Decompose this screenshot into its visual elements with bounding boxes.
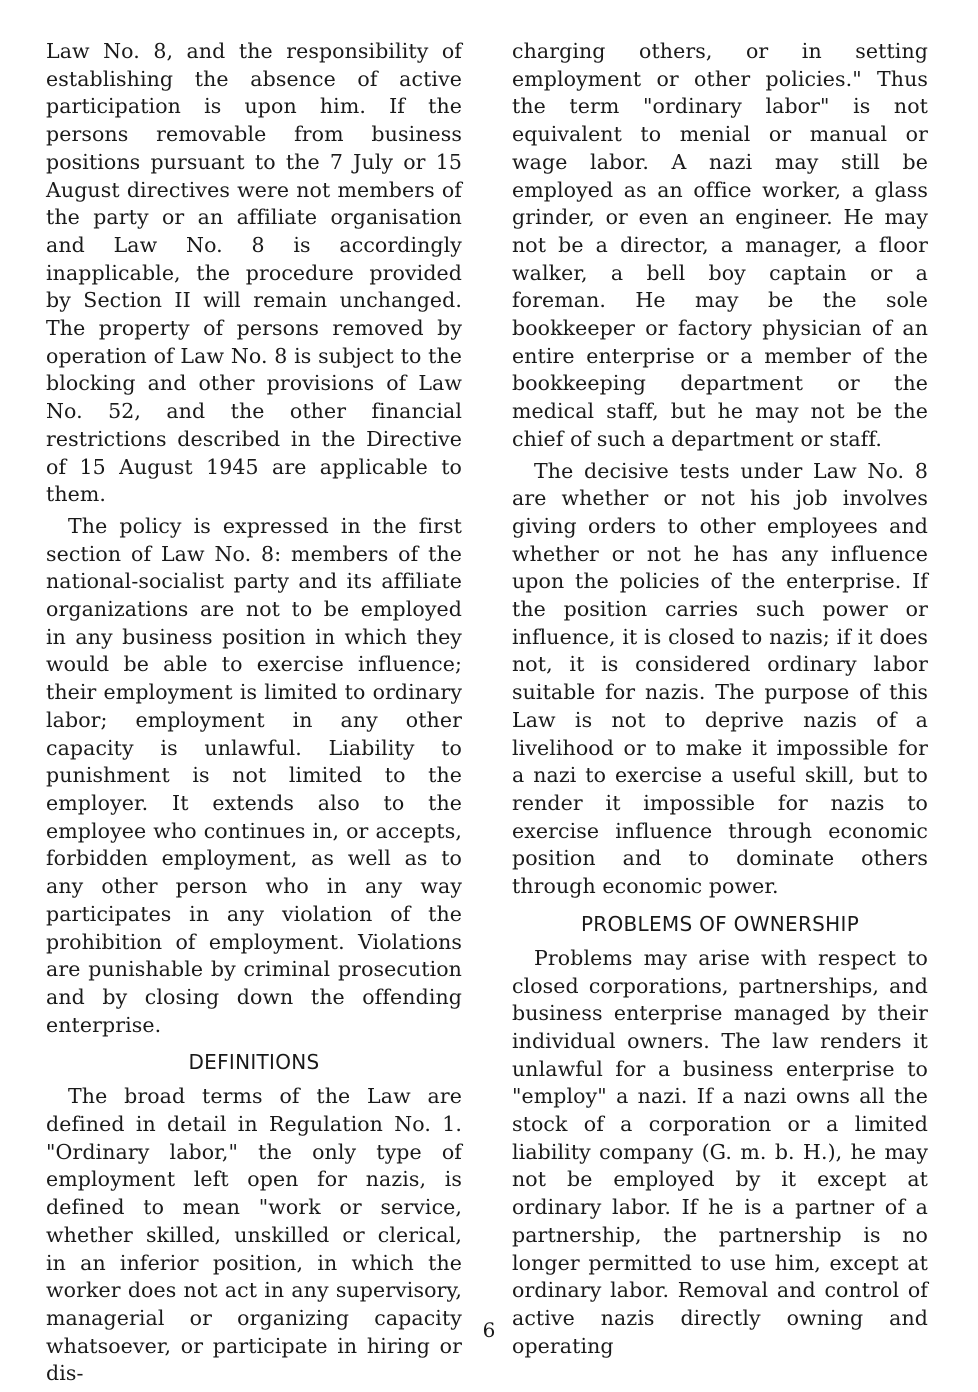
left-paragraph-3: The broad terms of the Law are defined in detail in Regulation No. 1. "Ordinary labor," the only type of employment left open for nazis, is defined to mean "work or service, whether skilled, unskilled or clerical, in an inferior position, in which the worker does not act in any supervisory, managerial or organizing capacity whatsoever, or participate in hiring or dis- [46, 1084, 462, 1386]
right-paragraph-1: charging others, or in setting employment or other policies." Thus the term "ordinary labor" is not equivalent to menial or manual or wage labor. A nazi may still be employed as an office worker, a glass grinder, or even an engineer. He may not be a director, a manager, a floor walker, a bell boy captain or a foreman. He may be the sole bookkeeper or factory physician of an entire enterprise or a member of the bookkeeping department or the medical staff, but he may not be the chief of such a department or staff. [512, 39, 928, 451]
left-column [46, 38, 462, 1392]
page-number: 6 [482, 1318, 496, 1342]
definitions-heading: DEFINITIONS [188, 1050, 320, 1075]
left-paragraph-2: The policy is expressed in the first section of Law No. 8: members of the national-socialist party and its affiliate organizations are not to be employed in any business position in which they would be able to exercise influence; their employment is limited to ordinary labor; employment in any other capacity is unlawful. Liability to punishment is not limited to the employer. It extends also to the employee who continues in, or accepts, forbidden employment, as well as to any other person who in any way participates in any violation of the prohibition of employment. Violations are punishable by criminal prosecution and by closing down the offending enterprise. [46, 513, 462, 1037]
ownership-heading: PROBLEMS OF OWNERSHIP [580, 911, 860, 936]
right-column [512, 38, 928, 1364]
right-paragraph-2: The decisive tests under Law No. 8 are whether or not his job involves giving orders to other employees and whether or not he has any influence upon the policies of the enterprise. If the position carries such power or influence, it is closed to nazis; if it does not, it is considered ordinary labor suitable for nazis. The purpose of this Law is not to deprive nazis of a livelihood or to make it impossible for a nazi to exercise a useful skill, but to render it impossible for nazis to exercise influence through economic position and to dominate others through economic power. [512, 458, 928, 899]
left-paragraph-1: Law No. 8, and the responsibility of establishing the absence of active participation is upon him. If the persons removable from business positions pursuant to the 7 July or 15 August directives were not members of the party or an affiliate organisation and Law No. 8 is accordingly inapplicable, the procedure provided by Section II will remain unchanged. The property of persons removed by operation of Law No. 8 is subject to the blocking and other provisions of Law No. 52, and the other financial restrictions described in the Directive of 15 August 1945 are applicable to them. [46, 39, 462, 507]
right-paragraph-3: Problems may arise with respect to closed corporations, partnerships, and business enterprise managed by their individual owners. The law renders it unlawful for a business enterprise to "employ" a nazi. If a nazi owns all the stock of a corporation or a limited liability company (G. m. b. H.), he may not be employed by it except at ordinary labor. If he is a partner of a partnership, the partnership is no longer permitted to use him, except at ordinary labor. Removal and control of active nazis directly owning and operating [512, 945, 928, 1358]
